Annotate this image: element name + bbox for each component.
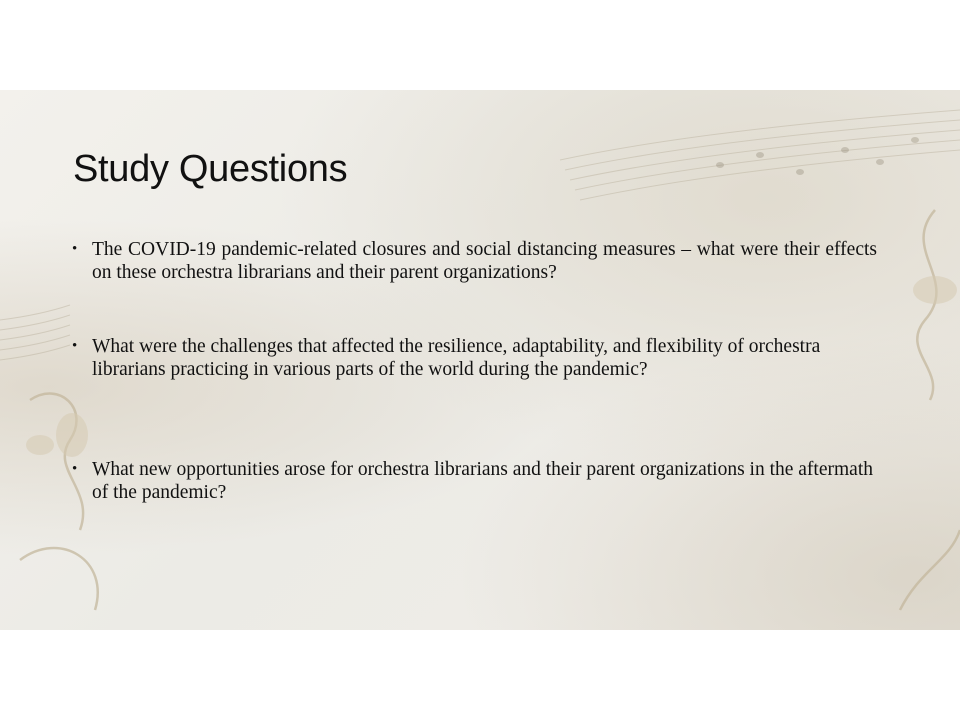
bullet-glyph: •: [72, 461, 78, 477]
bullet-text: What new opportunities arose for orchestra librarians and their parent organizations in the aftermath of the pandemic?: [92, 459, 873, 503]
bullet-item: [72, 335, 877, 381]
bullet-glyph: •: [72, 241, 78, 257]
bullet-item: [72, 458, 877, 504]
slide: [0, 90, 960, 630]
slide-title: Study Questions: [73, 148, 348, 190]
bullet-text: The COVID-19 pandemic-related closures and social distancing measures – what were their effects on these orchestra librarians and their parent organizations?: [92, 239, 877, 283]
bullet-glyph: •: [72, 338, 78, 354]
bullet-text: What were the challenges that affected the resilience, adaptability, and flexibility of orchestra librarians practicing in various parts of the world during the pandemic?: [92, 336, 821, 380]
bullet-item: [72, 238, 877, 284]
